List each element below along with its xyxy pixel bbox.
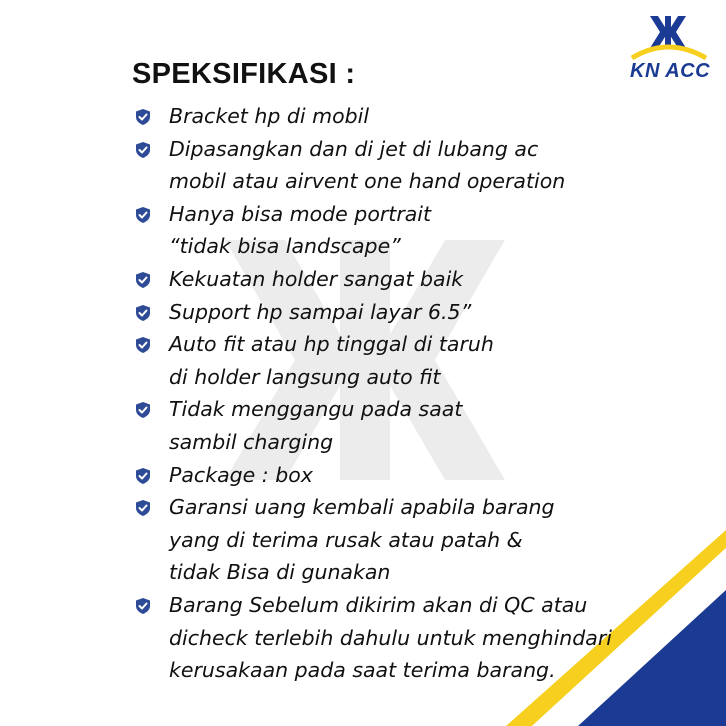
spec-text-line: mobil atau airvent one hand operation	[169, 169, 566, 194]
check-shield-icon	[134, 304, 152, 322]
check-shield-icon	[134, 401, 152, 419]
spec-text-line: Bracket hp di mobil	[169, 104, 370, 128]
spec-text-line: Dipasangkan dan di jet di lubang ac	[169, 136, 539, 161]
check-shield-icon	[134, 597, 152, 615]
spec-item	[132, 100, 632, 133]
spec-text-line: Auto fit atau hp tinggal di taruh	[169, 332, 494, 357]
spec-item	[132, 328, 632, 393]
spec-text-line: Package : box	[169, 462, 313, 487]
spec-text-line: tidak Bisa di gunakan	[169, 560, 391, 585]
spec-text-line: dicheck terlebih dahulu untuk menghindari	[169, 625, 612, 650]
spec-text-line: kerusakaan pada saat terima barang.	[169, 658, 556, 683]
spec-title: SPEKSIFIKASI :	[132, 58, 356, 90]
check-shield-icon	[134, 141, 152, 159]
brand-wordmark: KN ACC	[630, 60, 711, 82]
spec-item	[132, 296, 632, 329]
spec-item	[132, 263, 632, 296]
spec-text-line: Support hp sampai layar 6.5”	[169, 299, 472, 324]
spec-text-line: “tidak bisa landscape”	[169, 234, 401, 259]
spec-item	[132, 393, 632, 458]
spec-text-line: Kekuatan holder sangat baik	[169, 266, 464, 291]
check-shield-icon	[134, 336, 152, 354]
spec-text-line: Barang Sebelum dikirim akan di QC atau	[169, 592, 588, 617]
check-shield-icon	[134, 467, 152, 485]
spec-text-line: Tidak menggangu pada saat	[169, 397, 463, 422]
spec-text-line: yang di terima rusak atau patah &	[169, 527, 523, 552]
spec-text-line: Garansi uang kembali apabila barang	[169, 495, 555, 520]
spec-list	[132, 100, 632, 687]
spec-item	[132, 133, 632, 198]
spec-item	[132, 459, 632, 492]
spec-text-line: sambil charging	[169, 429, 334, 454]
spec-text-line: Hanya bisa mode portrait	[169, 201, 432, 226]
spec-item	[132, 491, 632, 589]
check-shield-icon	[134, 206, 152, 224]
check-shield-icon	[134, 271, 152, 289]
spec-item	[132, 589, 632, 687]
spec-text-line: di holder langsung auto fit	[169, 364, 441, 389]
check-shield-icon	[134, 499, 152, 517]
check-shield-icon	[134, 108, 152, 126]
spec-item	[132, 198, 632, 263]
